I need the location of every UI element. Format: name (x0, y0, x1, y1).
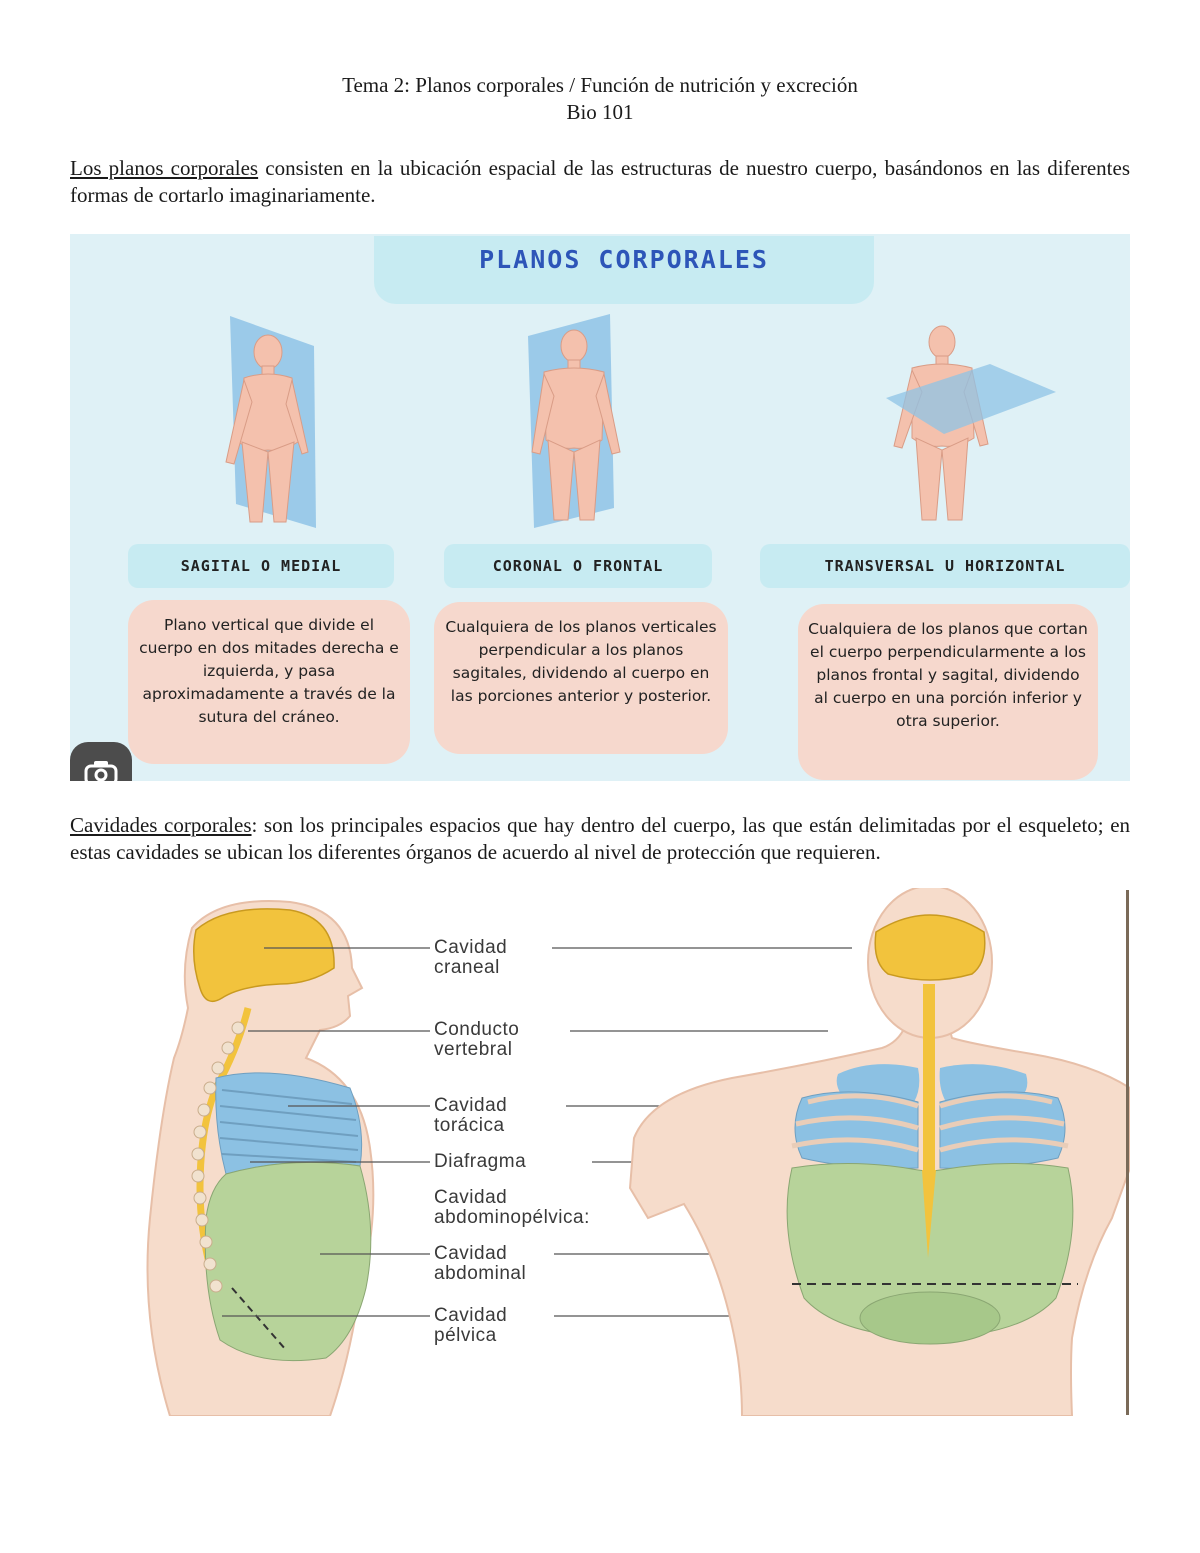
plane-description-coronal: Cualquiera de los planos verticales perpendicular a los planos sagitales, dividendo al cuerpo en las porciones anterior y posterior. (434, 602, 728, 754)
label-cavidad-pelvica: Cavidad pélvica (434, 1305, 508, 1346)
coronal-body-illustration (510, 312, 650, 532)
cavities-text: : son los principales espacios que hay dentro del cuerpo, las que están delimitadas por el esqueleto; en estas cavidades se ubican los diferentes órganos de acuerdo al nivel de protección que requieren. (70, 813, 1131, 864)
label-diafragma: Diafragma (434, 1151, 527, 1172)
cavities-term: Cavidades corporales (70, 813, 252, 837)
course-code: Bio 101 (566, 100, 634, 124)
planes-title-box (374, 236, 874, 304)
frontal-body-illustration (552, 888, 1130, 1416)
label-conducto-vertebral: Conducto vertebral (434, 1019, 520, 1060)
cavities-figure (130, 888, 1130, 1416)
plane-label-sagittal: SAGITAL O MEDIAL (128, 544, 394, 588)
document-title: Tema 2: Planos corporales / Función de nutrición y excreción (342, 73, 858, 97)
label-cavidad-craneal: Cavidad craneal (434, 937, 508, 978)
plane-label-coronal: CORONAL O FRONTAL (444, 544, 712, 588)
intro-term: Los planos corporales (70, 156, 259, 180)
label-cavidad-abdominopelvica: Cavidad abdominopélvica: (434, 1187, 590, 1228)
camera-lens-button[interactable] (70, 742, 132, 781)
planes-title: PLANOS CORPORALES (479, 245, 769, 274)
plane-description-transverse: Cualquiera de los planos que cortan el cuerpo perpendicularmente a los planos frontal y sagital, dividendo al cuerpo en una porción inferior y otra superior. (798, 604, 1098, 780)
lateral-body-illustration (130, 888, 430, 1416)
planes-figure (70, 234, 1130, 781)
intro-text: consisten en la ubicación espacial de las estructuras de nuestro cuerpo, basándonos en las diferentes formas de cortarlo imaginariamente. (70, 156, 1130, 207)
cavities-paragraph (70, 812, 1130, 866)
camera-icon (84, 758, 118, 781)
intro-paragraph (70, 155, 1130, 209)
label-cavidad-abdominal: Cavidad abdominal (434, 1243, 527, 1284)
plane-description-sagittal: Plano vertical que divide el cuerpo en dos mitades derecha e izquierda, y pasa aproximadamente a través de la sutura del cráneo. (128, 600, 410, 764)
label-cavidad-toracica: Cavidad torácica (434, 1095, 508, 1136)
sagittal-body-illustration (210, 312, 340, 532)
plane-label-transverse: TRANSVERSAL U HORIZONTAL (760, 544, 1130, 588)
transverse-body-illustration (880, 320, 1060, 530)
right-margin-rule (1126, 890, 1129, 1415)
